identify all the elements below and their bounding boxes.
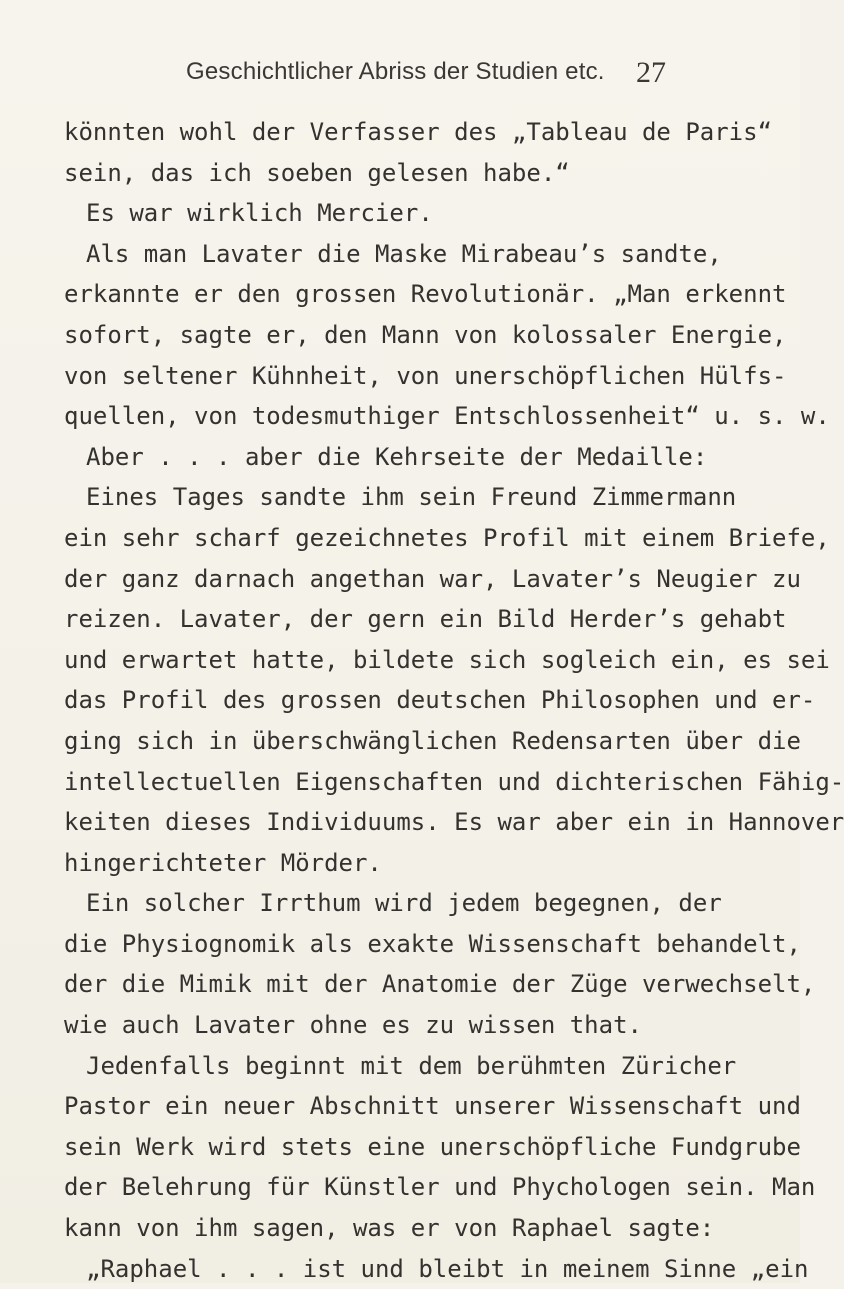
text-line: der die Mimik mit der Anatomie der Züge verwechselt,	[64, 970, 816, 999]
text-line: keiten dieses Individuums. Es war aber ein in Hannover	[64, 808, 844, 837]
text-line: Pastor ein neuer Abschnitt unserer Wissenschaft und	[64, 1092, 801, 1121]
page-number: 27	[636, 56, 666, 89]
text-line: könnten wohl der Verfasser des „Tableau de Paris“	[64, 118, 773, 146]
text-line: die Physiognomik als exakte Wissenschaft behandelt,	[64, 929, 801, 958]
text-line: sofort, sagte er, den Mann von kolossaler Energie,	[64, 320, 787, 349]
text-line: quellen, von todesmuthiger Entschlossenheit“ u. s. w.	[64, 402, 830, 431]
text-line: Jedenfalls beginnt mit dem berühmten Züricher	[86, 1051, 737, 1080]
text-line: das Profil des grossen deutschen Philosophen und er-	[64, 686, 816, 715]
text-line: der ganz darnach angethan war, Lavater’s Neugier zu	[64, 564, 801, 593]
body-text	[64, 112, 844, 1289]
text-line: erkannte er den grossen Revolutionär. „Man erkennt	[64, 280, 787, 309]
text-line: und erwartet hatte, bildete sich sogleich ein, es sei	[64, 645, 830, 674]
text-line: Eines Tages sandte ihm sein Freund Zimmermann	[86, 483, 737, 512]
text-line: ging sich in überschwänglichen Redensarten über die	[64, 726, 801, 755]
text-line: „Raphael . . . ist und bleibt in meinem Sinne „ein	[86, 1254, 809, 1283]
text-line: ein sehr scharf gezeichnetes Profil mit einem Briefe,	[64, 523, 830, 552]
text-line: der Belehrung für Künstler und Phychologen sein. Man	[64, 1173, 816, 1202]
text-line: intellectuellen Eigenschaften und dichterischen Fähig-	[64, 767, 844, 796]
text-line: sein, das ich soeben gelesen habe.“	[64, 158, 570, 187]
text-line: Es war wirklich Mercier.	[86, 199, 433, 228]
text-line: hingerichteter Mörder.	[64, 848, 382, 877]
running-head-title: Geschichtlicher Abriss der Studien etc.	[186, 58, 605, 85]
text-line: von seltener Kühnheit, von unerschöpflichen Hülfs-	[64, 361, 787, 390]
text-line: kann von ihm sagen, was er von Raphael sagte:	[64, 1214, 715, 1243]
text-line: Aber . . . aber die Kehrseite der Medaille:	[86, 442, 708, 471]
text-line: sein Werk wird stets eine unerschöpfliche Fundgrube	[64, 1132, 801, 1161]
text-line: reizen. Lavater, der gern ein Bild Herder’s gehabt	[64, 605, 787, 634]
text-line: Als man Lavater die Maske Mirabeau’s sandte,	[86, 239, 722, 268]
text-line: Ein solcher Irrthum wird jedem begegnen, der	[86, 889, 722, 918]
text-line: wie auch Lavater ohne es zu wissen that.	[64, 1011, 642, 1040]
